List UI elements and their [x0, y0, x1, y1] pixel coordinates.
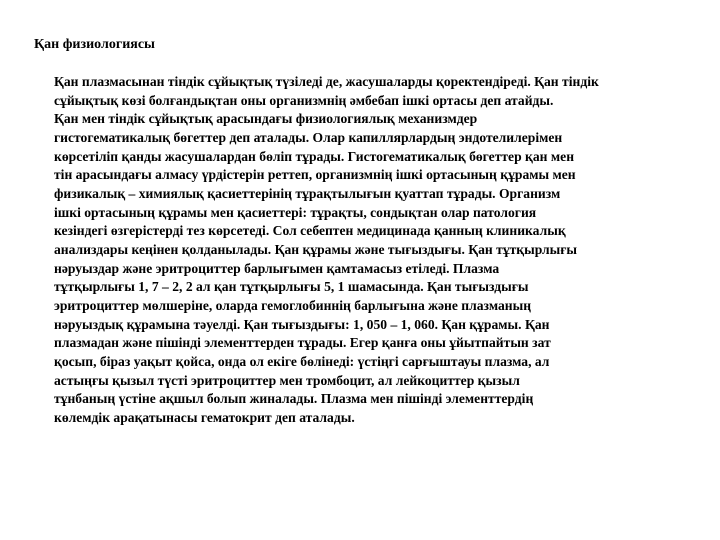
paragraph-line: көрсетіліп қанды жасушалардан бөліп тұрады. Гистогематикалық бөгеттер қан мен — [54, 148, 575, 164]
paragraph-line: ішкі ортасының құрамы мен қасиеттері: тұрақты, сондықтан олар патология — [54, 204, 537, 220]
paragraph-line: сұйықтық көзі болғандықтан оны организмнің әмбебап ішкі ортасы деп атайды. — [54, 92, 554, 108]
paragraph-line: плазмадан және пішінді элементтерден тұрады. Егер қанға оны ұйытпайтын зат — [54, 335, 551, 351]
body-paragraph — [34, 73, 704, 427]
paragraph-line: Қан плазмасынан тіндік сұйықтық түзіледі де, жасушаларды қоректендіреді. Қан тіндік — [54, 74, 599, 89]
paragraph-line: кезіндегі өзгерістерді тез көрсетеді. Сол себептен медицинада қанның клиникалық — [54, 223, 566, 239]
paragraph-line: көлемдік арақатынасы гематокрит деп аталады. — [54, 409, 355, 425]
paragraph-line: тін арасындағы алмасу үрдістерін реттеп, организмнің ішкі ортасының құрамы мен — [54, 167, 576, 183]
paragraph-line: қосып, біраз уақыт қойса, онда ол екіге бөлінеді: үстіңгі сарғыштауы плазма, ал — [54, 353, 550, 369]
paragraph-line: тұтқырлығы 1, 7 – 2, 2 ал қан тұтқырлығы 5, 1 шамасында. Қан тығыздығы — [54, 279, 529, 295]
paragraph-line: Қан мен тіндік сұйықтық арасындағы физиологиялық механизмдер — [54, 111, 478, 127]
paragraph-line: эритроциттер мөлшеріне, оларда гемоглобиннің барлығына және плазманың — [54, 297, 532, 313]
paragraph-line: физикалық – химиялық қасиеттерінің тұрақтылығын қуаттап тұрады. Организм — [54, 185, 561, 201]
paragraph-line: астыңғы қызыл түсті эритроциттер мен тромбоцит, ал лейкоциттер қызыл — [54, 372, 520, 388]
paragraph-line: гистогематикалық бөгеттер деп аталады. Олар капиллярлардың эндотелилерімен — [54, 129, 563, 145]
paragraph-line: нәруыздар және эритроциттер барлығымен қамтамасыз етіледі. Плазма — [54, 260, 500, 276]
page-title: Қан физиологиясы — [34, 37, 155, 52]
paragraph-line: анализдары кеңінен қолданылады. Қан құрамы және тығыздығы. Қан тұтқырлығы — [54, 241, 578, 257]
paragraph-line: тұнбаның үстіне ақшыл болып жиналады. Плазма мен пішінді элементтердің — [54, 391, 534, 407]
paragraph-line: нәруыздық құрамына тәуелді. Қан тығыздығы: 1, 050 – 1, 060. Қан құрамы. Қан — [54, 316, 550, 332]
